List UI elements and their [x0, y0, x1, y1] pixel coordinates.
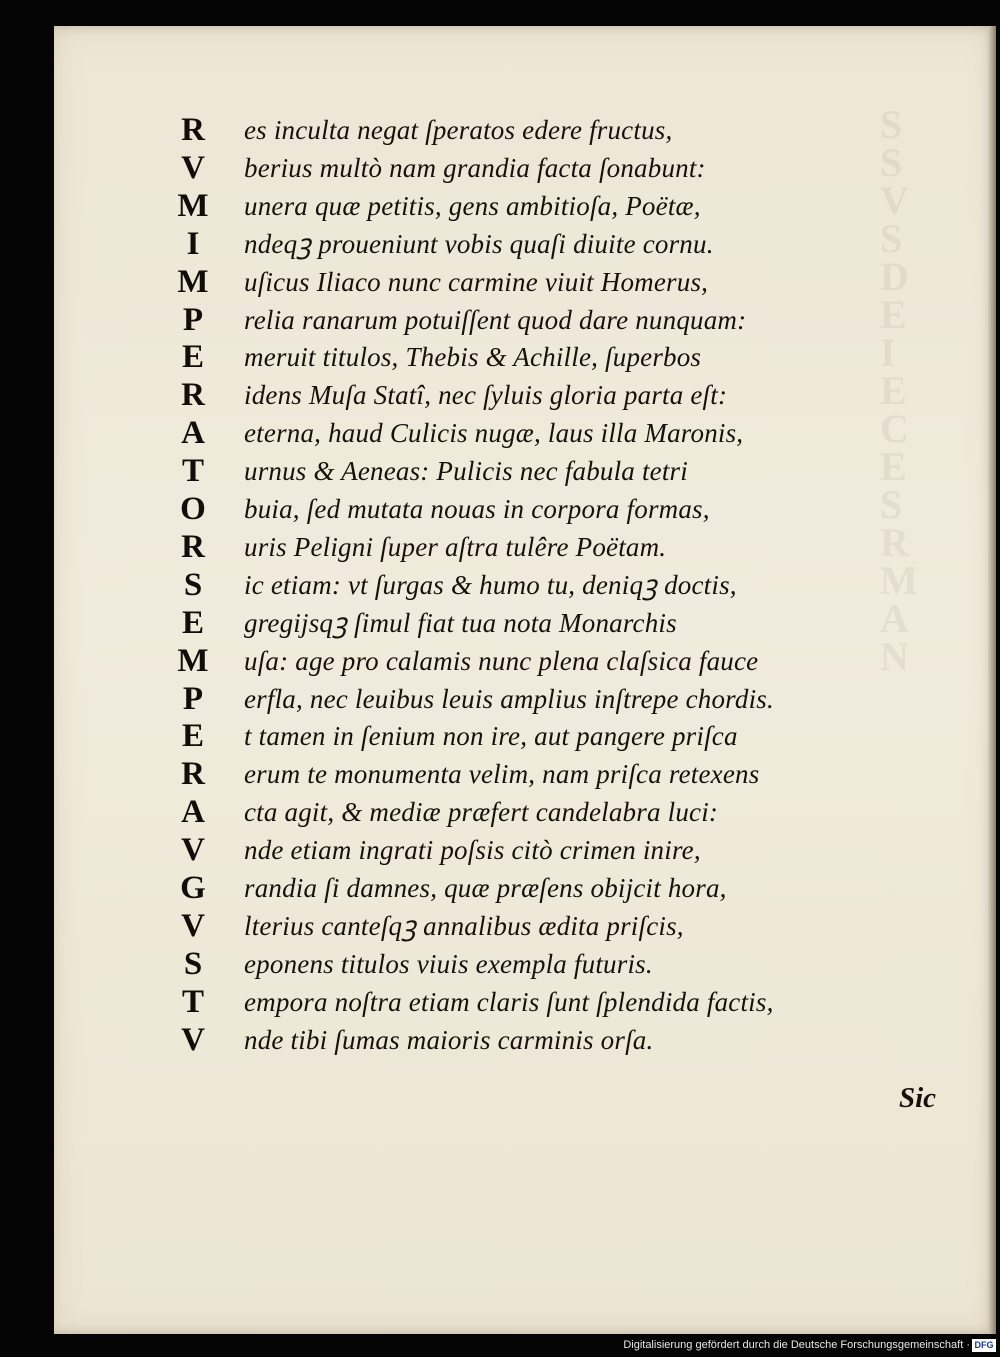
poem-line [0, 112, 1000, 148]
verse-text: gregijsqꝫ ſimul fiat tua nota Monarchis [244, 608, 677, 638]
verse-text: berius multò nam grandia facta ſonabunt: [244, 153, 706, 183]
acrostic-initial: E [181, 605, 204, 641]
poem-line [0, 908, 1000, 944]
poem-line [0, 718, 1000, 754]
verse-text: idens Muſa Statî, nec ſyluis gloria parta eſt: [244, 380, 728, 410]
verse-text: ndeqꝫ proueniunt vobis quaſi diuite cornu. [244, 229, 714, 259]
acrostic-initial: M [177, 188, 209, 224]
digitization-credit: Digitalisierung gefördert durch die Deutsche Forschungsgemeinschaft · [623, 1339, 970, 1351]
poem-line [0, 832, 1000, 868]
acrostic-initial: G [180, 870, 206, 906]
acrostic-initial: M [177, 643, 209, 679]
poem-line [0, 870, 1000, 906]
poem-line [0, 529, 1000, 565]
verse-text: nde etiam ingrati poſsis citò crimen inire, [244, 835, 701, 865]
acrostic-initial: S [183, 567, 203, 603]
show-through-text: S S V S D E I E C E S R M A N [880, 106, 918, 679]
acrostic-initial: V [181, 832, 205, 868]
poem-line [0, 567, 1000, 603]
acrostic-initial: O [180, 491, 206, 527]
verse-text: t tamen in ſenium non ire, aut pangere priſca [244, 721, 738, 751]
verse-text: unera quæ petitis, gens ambitioſa, Poëtæ, [244, 191, 701, 221]
verse-text: meruit titulos, Thebis & Achille, ſuperbos [244, 342, 702, 372]
acrostic-initial: I [186, 226, 200, 262]
acrostic-initial: V [181, 150, 205, 186]
acrostic-initial: A [181, 794, 205, 830]
poem-line [0, 756, 1000, 792]
verse-text: erfla, nec leuibus leuis amplius inſtrepe chordis. [244, 684, 774, 714]
poem-line [0, 794, 1000, 830]
verse-text: nde tibi ſumas maioris carminis orſa. [244, 1025, 654, 1055]
poem-line [0, 377, 1000, 413]
poem-line [0, 226, 1000, 262]
acrostic-initial: V [181, 908, 205, 944]
acrostic-initial: R [181, 529, 205, 565]
poem-line [0, 1022, 1000, 1058]
acrostic-initial: P [182, 302, 204, 338]
poem-line [0, 605, 1000, 641]
verse-text: buia, ſed mutata nouas in corpora formas, [244, 494, 710, 524]
acrostic-initial: V [181, 1022, 205, 1058]
poem-line [0, 264, 1000, 300]
verse-text: ic etiam: vt ſurgas & humo tu, deniqꝫ doctis, [244, 570, 737, 600]
verse-text: uſicus Iliaco nunc carmine viuit Homerus, [244, 267, 709, 297]
poem-line [0, 491, 1000, 527]
dfg-logo: DFG [972, 1339, 996, 1352]
poem-line [0, 453, 1000, 489]
poem-line [0, 643, 1000, 679]
verse-text: erum te monumenta velim, nam priſca retexens [244, 759, 760, 789]
verse-text: eponens titulos viuis exempla futuris. [244, 949, 653, 979]
poem-line [0, 339, 1000, 375]
poem-line [0, 150, 1000, 186]
acrostic-initial: R [181, 112, 205, 148]
poem-line [0, 415, 1000, 451]
verse-text: uris Peligni ſuper aſtra tulêre Poëtam. [244, 532, 667, 562]
verse-text: eterna, haud Culicis nugæ, laus illa Maronis, [244, 418, 744, 448]
poem-line [0, 302, 1000, 338]
acrostic-initial: R [181, 756, 205, 792]
acrostic-initial: R [181, 377, 205, 413]
acrostic-initial: E [181, 339, 204, 375]
poem-line [0, 681, 1000, 717]
acrostic-initial: E [181, 718, 204, 754]
verse-text: lterius canteſqꝫ annalibus ædita priſcis, [244, 911, 684, 941]
acrostic-initial: T [181, 453, 204, 489]
acrostic-initial: A [181, 415, 205, 451]
catchword: Sic [898, 1082, 936, 1114]
poem-line [0, 188, 1000, 224]
acrostic-initial: S [183, 946, 203, 982]
verse-text: randia ſi damnes, quæ præſens obijcit hora, [244, 873, 727, 903]
acrostic-initial: P [182, 681, 204, 717]
verse-text: urnus & Aeneas: Pulicis nec fabula tetri [244, 456, 688, 486]
poem-line [0, 984, 1000, 1020]
poem-line [0, 946, 1000, 982]
acrostic-initial: M [177, 264, 209, 300]
verse-text: uſa: age pro calamis nunc plena claſsica fauce [244, 646, 759, 676]
verse-text: es inculta negat ſperatos edere fructus, [244, 115, 673, 145]
acrostic-initial: T [181, 984, 204, 1020]
verse-text: cta agit, & mediæ præfert candelabra luci: [244, 797, 719, 827]
verse-text: empora noſtra etiam claris ſunt ſplendida factis, [244, 987, 774, 1017]
verse-text: relia ranarum potuiſſent quod dare nunquam: [244, 305, 747, 335]
